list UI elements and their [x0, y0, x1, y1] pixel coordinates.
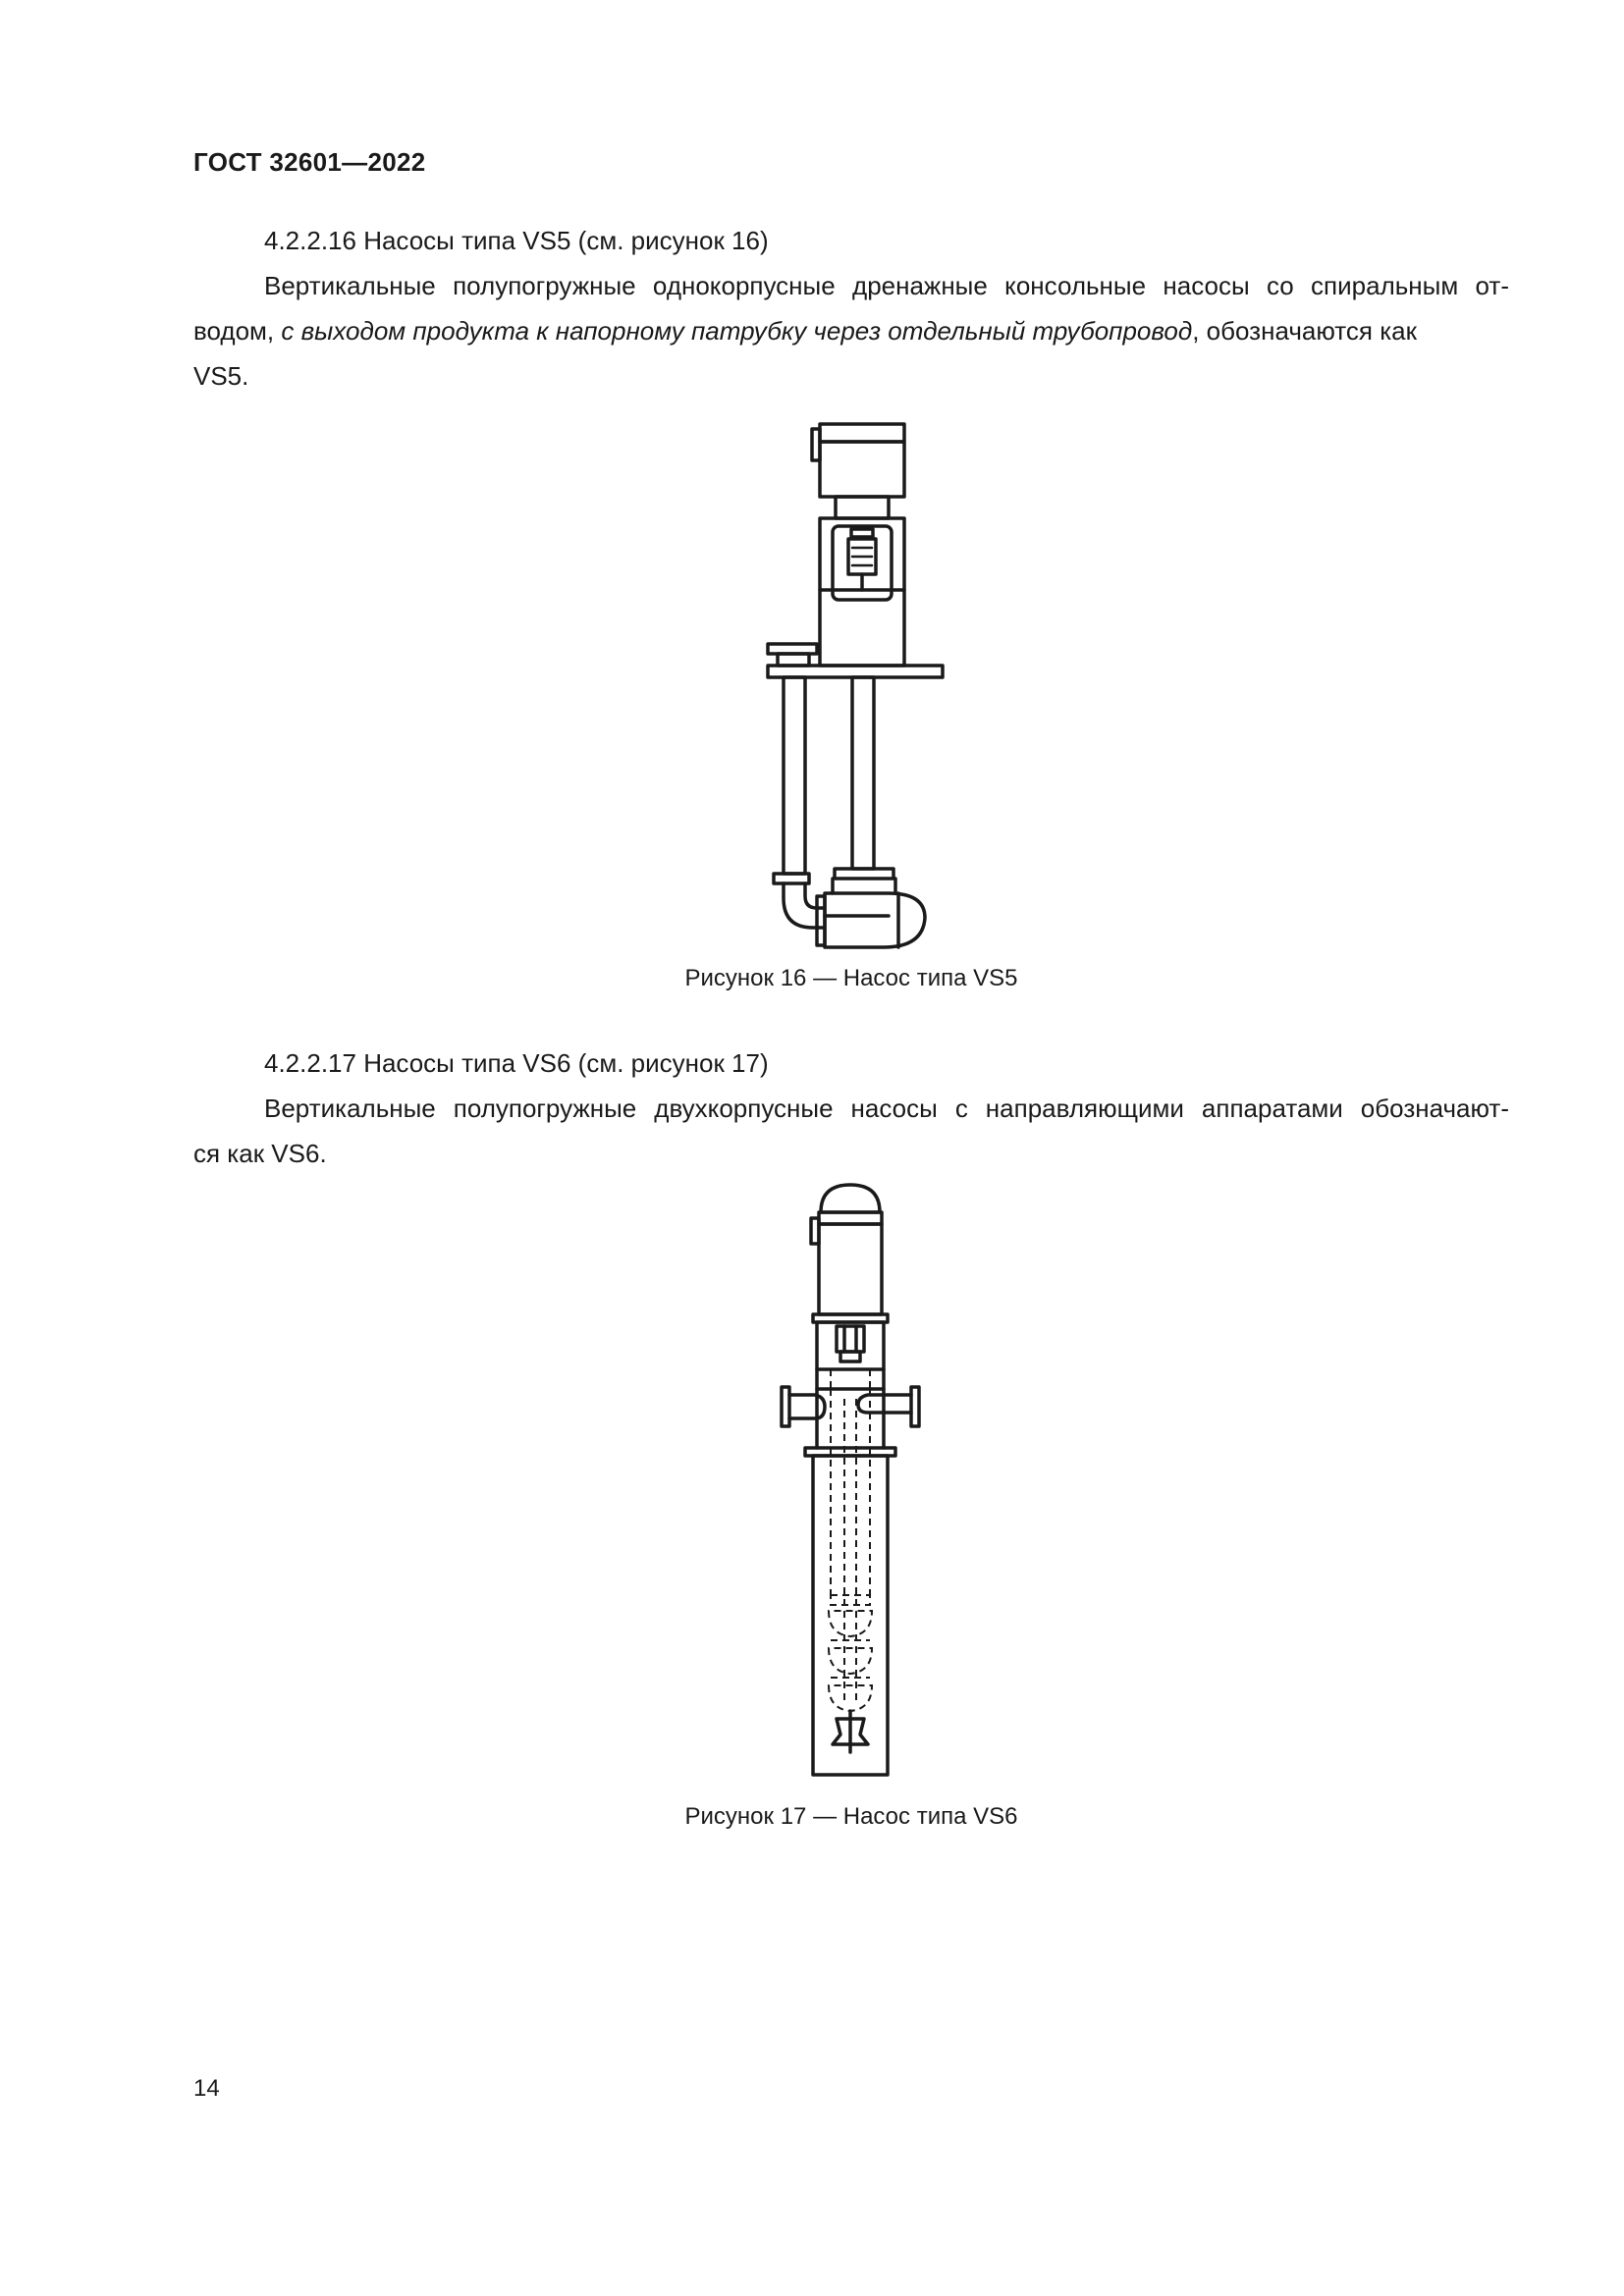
section-16-line2-start: водом, — [193, 316, 282, 346]
stand-coupling-lower — [840, 1352, 860, 1362]
motor-body — [820, 442, 904, 497]
figure-17-caption: Рисунок 17 — Насос типа VS6 — [684, 1803, 1018, 1830]
motor-stand — [817, 1322, 884, 1389]
section-17-line1: Вертикальные полупогружные двухкорпусные насосы с направляющими аппаратами обозначают- — [264, 1094, 1509, 1123]
section-16-line2-end: , обозначаются как — [1192, 316, 1417, 346]
discharge-nozzle-flange — [911, 1387, 919, 1426]
page-number: 14 — [193, 2075, 220, 2102]
pump-casing — [825, 893, 925, 947]
figure-16-caption: Рисунок 16 — Насос типа VS5 — [684, 965, 1018, 991]
figure-17-drawing — [766, 1173, 943, 1787]
section-17 — [193, 1041, 1509, 1176]
discharge-pipe-flange — [774, 874, 809, 883]
discharge-pipe — [784, 677, 805, 874]
section-16-line3: VS5. — [193, 361, 249, 391]
section-16-line2 — [193, 308, 1509, 353]
section-16-heading: 4.2.2.16 Насосы типа VS5 (см. рисунок 16) — [264, 226, 769, 255]
figure-16-drawing — [756, 398, 952, 957]
motor-cap — [820, 424, 904, 442]
suction-flange — [817, 896, 825, 945]
motor-terminal-box — [811, 1218, 819, 1244]
suction-nozzle-flange — [782, 1387, 789, 1426]
suction-nozzle — [789, 1395, 825, 1418]
section-17-line2: ся как VS6. — [193, 1139, 327, 1168]
section-16 — [193, 218, 1509, 399]
pump-stages — [829, 1595, 872, 1711]
shaft-column — [852, 677, 874, 869]
document-header: ГОСТ 32601—2022 — [193, 147, 426, 177]
motor-ring — [819, 1212, 882, 1224]
stand-coupling — [837, 1326, 864, 1352]
motor-dome — [821, 1185, 880, 1212]
motor-terminal-box — [812, 429, 820, 460]
section-16-line1: Вертикальные полупогружные однокорпусные дренажные консольные насосы со спиральным от- — [264, 271, 1509, 300]
section-16-line2-italic: с выходом продукта к напорному патрубку через отдельный трубопровод — [281, 316, 1193, 346]
casing-top-flange — [835, 869, 893, 879]
base-plate — [768, 666, 943, 677]
motor-body — [819, 1224, 882, 1314]
coupling-hub-top — [851, 529, 873, 537]
coupling-top — [836, 497, 889, 518]
section-17-heading: 4.2.2.17 Насосы типа VS6 (см. рисунок 17) — [264, 1048, 769, 1078]
discharge-nozzle — [778, 654, 809, 666]
